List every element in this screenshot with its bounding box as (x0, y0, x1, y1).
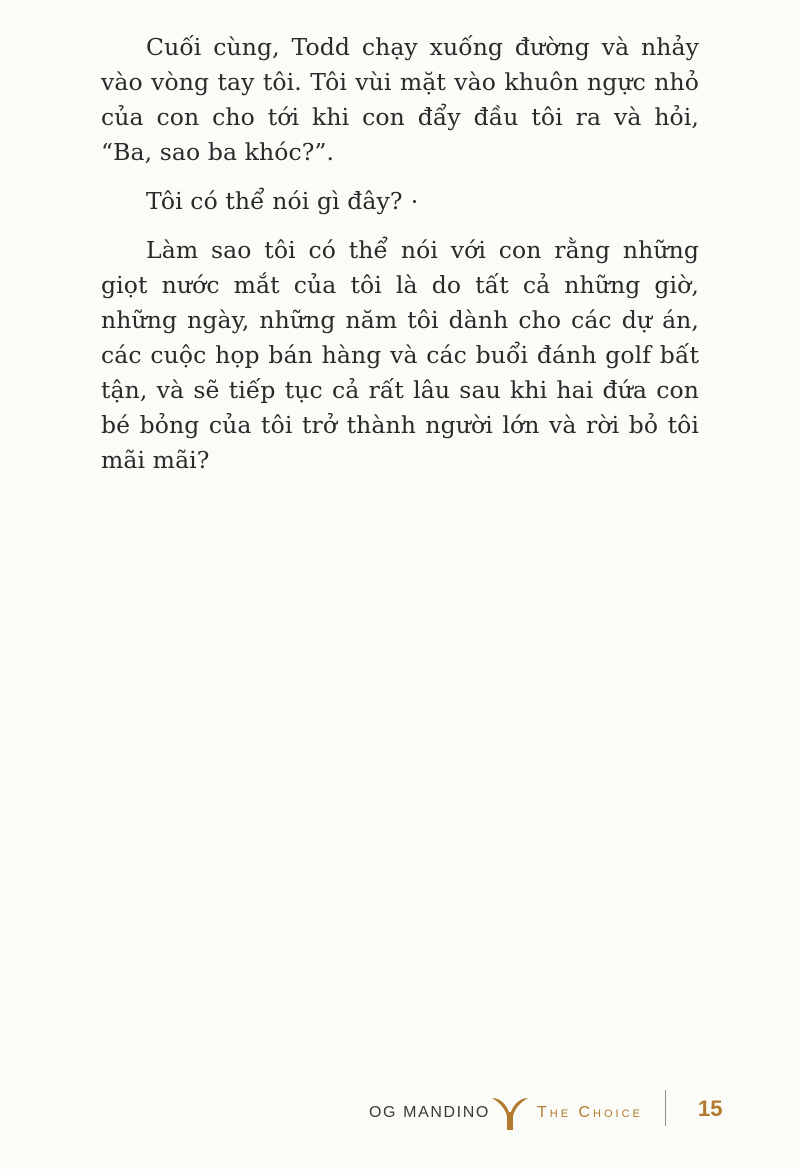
page-footer (0, 1090, 800, 1140)
paragraph-2: Tôi có thể nói gì đây? (146, 187, 403, 215)
y-fork-logo-icon (490, 1092, 530, 1132)
book-title: The Choice (537, 1104, 643, 1121)
paragraph-1: Cuối cùng, Todd chạy xuống đường và nhảy vào vòng tay tôi. Tôi vùi mặt vào khuôn ngực nhỏ của con cho tới khi con đẩy đầu tôi ra và hỏi, “Ba, sao ba khóc?”. (101, 33, 699, 166)
footer-divider (665, 1090, 666, 1126)
page-number: 15 (698, 1096, 723, 1121)
paragraph-3: Làm sao tôi có thể nói với con rằng những giọt nước mắt của tôi là do tất cả những giờ, những ngày, những năm tôi dành cho các dự án, các cuộc họp bán hàng và các buổi đánh golf bất tận, và sẽ tiếp tục cả rất lâu sau khi hai đứa con bé bỏng của tôi trở thành người lớn và rời bỏ tôi mãi mãi? (101, 236, 699, 474)
print-speck (413, 200, 416, 203)
page-body (101, 30, 699, 492)
author-name: OG MANDINO (369, 1104, 490, 1121)
